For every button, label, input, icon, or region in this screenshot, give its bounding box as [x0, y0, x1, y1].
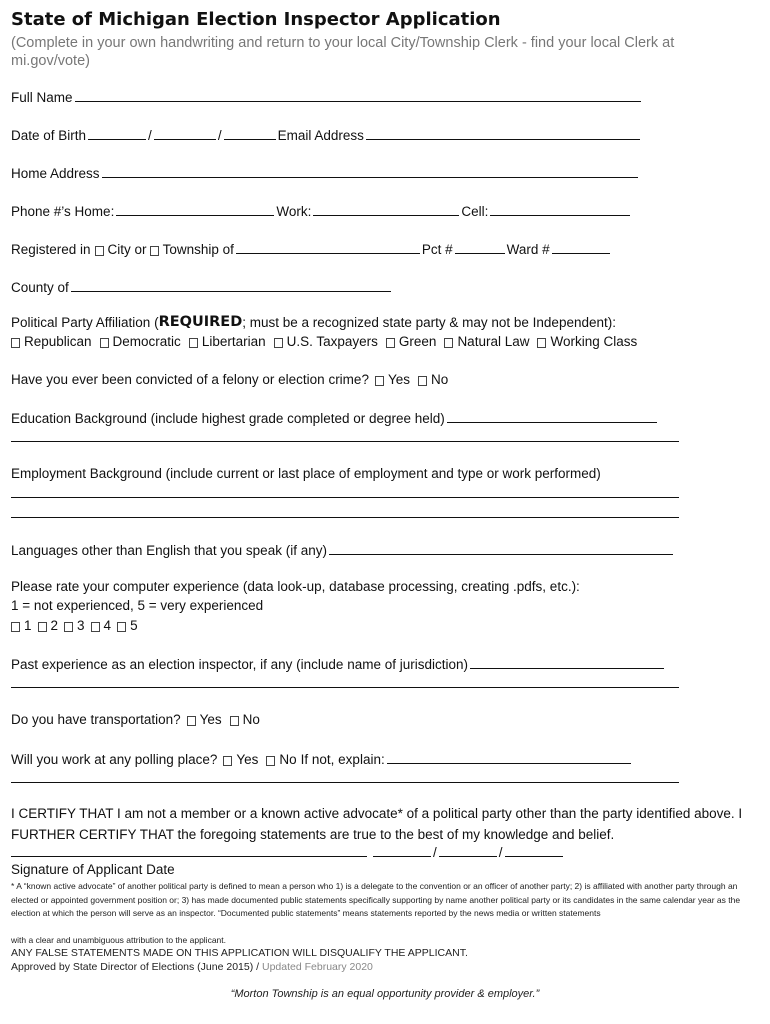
transportation-question: Do you have transportation?	[11, 712, 181, 727]
phone-home-field[interactable]	[116, 202, 274, 216]
us-taxpayers-checkbox[interactable]	[274, 338, 283, 348]
signature-label-row	[11, 862, 175, 877]
rating-3-checkbox[interactable]	[64, 622, 73, 632]
rating-option: 5	[130, 618, 138, 633]
felony-question: Have you ever been convicted of a felony or election crime?	[11, 372, 369, 387]
working-class-checkbox[interactable]	[537, 338, 546, 348]
dob-email-row	[11, 126, 642, 143]
party-option: Natural Law	[457, 334, 530, 349]
polling-no-label: No	[279, 752, 297, 767]
felony-yes-checkbox[interactable]	[375, 376, 384, 386]
dob-separator: /	[217, 128, 222, 143]
computer-row-1	[11, 579, 580, 594]
ward-label: Ward #	[506, 242, 550, 257]
party-option: Green	[398, 334, 437, 349]
languages-label: Languages other than English that you speak (if any)	[11, 543, 327, 558]
felony-no-label: No	[430, 372, 449, 387]
township-of-label: Township of	[162, 242, 234, 257]
polling-explain-field[interactable]	[387, 750, 631, 764]
party-label-row	[11, 314, 616, 330]
signature-row	[11, 843, 565, 860]
languages-field[interactable]	[329, 541, 673, 555]
polling-question: Will you work at any polling place?	[11, 752, 218, 767]
party-label-note: ; must be a recognized state party & may not be Independent):	[242, 315, 616, 330]
county-field[interactable]	[71, 278, 391, 292]
full-name-label: Full Name	[11, 90, 73, 105]
past-experience-label: Past experience as an election inspector, if any (include name of jurisdiction)	[11, 657, 468, 672]
polling-row	[11, 750, 633, 767]
languages-row	[11, 541, 675, 558]
dob-month-field[interactable]	[88, 126, 146, 140]
date-day-field[interactable]	[439, 843, 497, 857]
rating-option: 2	[50, 618, 59, 633]
past-experience-field-line-2[interactable]	[11, 687, 679, 688]
rating-option: 3	[77, 618, 85, 633]
education-field-line-2[interactable]	[11, 441, 679, 442]
party-option: U.S. Taxpayers	[286, 334, 378, 349]
party-option: Working Class	[550, 334, 638, 349]
green-checkbox[interactable]	[386, 338, 395, 348]
rating-2-checkbox[interactable]	[38, 622, 47, 632]
home-address-row	[11, 164, 640, 181]
transportation-no-label: No	[242, 712, 260, 727]
past-experience-field[interactable]	[470, 655, 664, 669]
education-row	[11, 409, 659, 426]
party-option: Democratic	[112, 334, 181, 349]
dob-day-field[interactable]	[154, 126, 216, 140]
transportation-yes-checkbox[interactable]	[187, 716, 196, 726]
phone-cell-label: Cell:	[461, 204, 489, 219]
party-options-row	[11, 334, 637, 349]
email-label: Email Address	[277, 128, 364, 143]
home-address-field[interactable]	[102, 164, 638, 178]
page-subtitle: (Complete in your own handwriting and return to your local City/Township Clerk - find your local Clerk at mi.gov/vote)	[11, 35, 675, 69]
pct-field[interactable]	[455, 240, 505, 254]
transportation-row	[11, 712, 260, 727]
natural-law-checkbox[interactable]	[444, 338, 453, 348]
party-label: Political Party Affiliation (	[11, 315, 159, 330]
dob-label: Date of Birth	[11, 128, 87, 143]
date-month-field[interactable]	[373, 843, 431, 857]
date-year-field[interactable]	[505, 843, 563, 857]
advocate-footnote-continued: with a clear and unambiguous attribution to the applicant.	[11, 935, 226, 945]
transportation-yes-label: Yes	[199, 712, 222, 727]
education-label: Education Background (include highest grade completed or degree held)	[11, 411, 445, 426]
rating-option: 1	[24, 618, 32, 633]
felony-row	[11, 372, 448, 387]
registered-row	[11, 240, 612, 257]
employment-label: Employment Background (include current or last place of employment and type or work performed)	[11, 466, 601, 481]
equal-opportunity-statement: “Morton Township is an equal opportunity provider & employer.”	[230, 988, 540, 1000]
county-row	[11, 278, 393, 295]
republican-checkbox[interactable]	[11, 338, 20, 348]
libertarian-checkbox[interactable]	[189, 338, 198, 348]
computer-row-2	[11, 598, 263, 613]
polling-explain-label: If not, explain:	[300, 752, 385, 767]
phone-row	[11, 202, 632, 219]
certification-statement: I CERTIFY THAT I am not a member or a known active advocate* of a political party other than the party identified above. I FURTHER CERTIFY THAT the foregoing statements are true to the best of my knowledge and belief.	[11, 806, 743, 842]
education-field[interactable]	[447, 409, 657, 423]
date-separator: /	[498, 845, 503, 860]
phone-home-label: Phone #’s Home:	[11, 204, 115, 219]
rating-4-checkbox[interactable]	[91, 622, 100, 632]
advocate-footnote: * A “known active advocate” of another political party is defined to mean a person who 1) is a delegate to the convention or an officer of another party; 2) is affiliated with another party through an elected or appointed government position or; 3) has made documented public statements specifically supporting by name another political party or its candidates in the same calendar year as the election at which the person will serve as an inspector. “Documented public statements” means statements reported by the news media or written statements	[11, 881, 741, 918]
party-option: Republican	[24, 334, 92, 349]
signature-label: Signature of Applicant Date	[11, 862, 175, 877]
date-separator: /	[433, 845, 437, 860]
email-field[interactable]	[366, 126, 640, 140]
computer-rating-row	[11, 618, 138, 633]
democratic-checkbox[interactable]	[100, 338, 109, 348]
required-label: REQUIRED	[158, 314, 243, 330]
past-experience-row	[11, 655, 666, 672]
full-name-field[interactable]	[75, 88, 641, 102]
updated-text: Updated February 2020	[261, 961, 373, 973]
polling-no-checkbox[interactable]	[266, 756, 275, 766]
approved-text: Approved by State Director of Elections (June 2015) /	[11, 961, 260, 973]
pct-label: Pct #	[421, 242, 453, 257]
ward-field[interactable]	[552, 240, 610, 254]
city-checkbox[interactable]	[95, 246, 104, 256]
dob-separator: /	[148, 128, 152, 143]
polling-explain-field-line-2[interactable]	[11, 782, 679, 783]
municipality-field[interactable]	[236, 240, 420, 254]
rating-1-checkbox[interactable]	[11, 622, 20, 632]
registered-in-label: Registered in	[11, 242, 91, 257]
employment-row	[11, 466, 601, 481]
party-option: Libertarian	[201, 334, 266, 349]
polling-yes-label: Yes	[236, 752, 259, 767]
phone-work-label: Work:	[276, 204, 312, 219]
employment-field-line-1[interactable]	[11, 497, 679, 498]
employment-field-line-2[interactable]	[11, 517, 679, 518]
computer-question: Please rate your computer experience (data look-up, database processing, creating .pdfs, etc.):	[11, 579, 580, 594]
felony-no-checkbox[interactable]	[418, 376, 427, 386]
transportation-no-checkbox[interactable]	[230, 716, 239, 726]
full-name-row	[11, 88, 643, 105]
page-title: State of Michigan Election Inspector Application	[11, 9, 501, 30]
phone-work-field[interactable]	[313, 202, 459, 216]
home-address-label: Home Address	[11, 166, 100, 181]
rating-option: 4	[103, 618, 112, 633]
phone-cell-field[interactable]	[490, 202, 630, 216]
approval-line	[11, 961, 373, 973]
polling-yes-checkbox[interactable]	[223, 756, 232, 766]
felony-yes-label: Yes	[387, 372, 410, 387]
dob-year-field[interactable]	[224, 126, 276, 140]
county-label: County of	[11, 280, 69, 295]
signature-field[interactable]	[11, 843, 367, 857]
rating-5-checkbox[interactable]	[117, 622, 126, 632]
computer-scale: 1 = not experienced, 5 = very experienced	[11, 598, 264, 613]
city-or-label: City or	[107, 242, 147, 257]
township-checkbox[interactable]	[150, 246, 159, 256]
disqualify-warning: ANY FALSE STATEMENTS MADE ON THIS APPLICATION WILL DISQUALIFY THE APPLICANT.	[11, 947, 468, 959]
